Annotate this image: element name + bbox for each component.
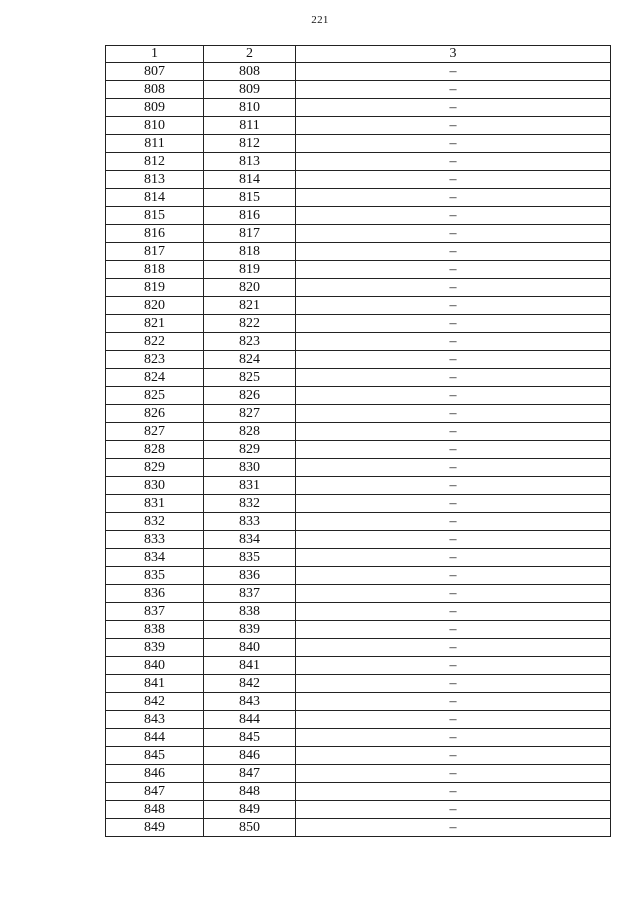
column-header-3: 3 xyxy=(296,46,611,63)
table-row xyxy=(106,621,611,639)
table-cell-col-1: 822 xyxy=(106,333,204,351)
table-cell-col-2: 838 xyxy=(204,603,296,621)
table-cell-col-2: 849 xyxy=(204,801,296,819)
table-cell-col-1: 841 xyxy=(106,675,204,693)
table-cell-col-2: 834 xyxy=(204,531,296,549)
header-row xyxy=(106,46,611,63)
table-cell-col-3: – xyxy=(296,189,611,207)
table-cell-col-3: – xyxy=(296,765,611,783)
table-row xyxy=(106,783,611,801)
table-cell-col-2: 814 xyxy=(204,171,296,189)
column-header-1: 1 xyxy=(106,46,204,63)
table-cell-col-3: – xyxy=(296,585,611,603)
table-cell-col-1: 817 xyxy=(106,243,204,261)
table-cell-col-3: – xyxy=(296,369,611,387)
table-cell-col-3: – xyxy=(296,513,611,531)
table-cell-col-3: – xyxy=(296,351,611,369)
table-cell-col-2: 827 xyxy=(204,405,296,423)
table-header xyxy=(106,46,611,63)
table-row xyxy=(106,315,611,333)
table-cell-col-3: – xyxy=(296,117,611,135)
table-cell-col-2: 842 xyxy=(204,675,296,693)
table-cell-col-1: 842 xyxy=(106,693,204,711)
table-cell-col-3: – xyxy=(296,639,611,657)
table-cell-col-1: 825 xyxy=(106,387,204,405)
table-row xyxy=(106,639,611,657)
table-row xyxy=(106,369,611,387)
table-cell-col-2: 845 xyxy=(204,729,296,747)
table-row xyxy=(106,441,611,459)
table-cell-col-1: 808 xyxy=(106,81,204,99)
table-cell-col-3: – xyxy=(296,225,611,243)
table-cell-col-3: – xyxy=(296,153,611,171)
table-cell-col-2: 832 xyxy=(204,495,296,513)
table-cell-col-2: 820 xyxy=(204,279,296,297)
table-cell-col-2: 812 xyxy=(204,135,296,153)
table-body xyxy=(106,63,611,837)
table-row xyxy=(106,279,611,297)
table-cell-col-3: – xyxy=(296,657,611,675)
table-cell-col-3: – xyxy=(296,459,611,477)
table-cell-col-1: 812 xyxy=(106,153,204,171)
table-cell-col-2: 815 xyxy=(204,189,296,207)
table-cell-col-1: 827 xyxy=(106,423,204,441)
table-cell-col-2: 818 xyxy=(204,243,296,261)
table-row xyxy=(106,351,611,369)
table-cell-col-2: 840 xyxy=(204,639,296,657)
table-cell-col-3: – xyxy=(296,531,611,549)
table-cell-col-3: – xyxy=(296,711,611,729)
table-cell-col-3: – xyxy=(296,423,611,441)
table-cell-col-2: 821 xyxy=(204,297,296,315)
table-cell-col-2: 831 xyxy=(204,477,296,495)
table-cell-col-1: 835 xyxy=(106,567,204,585)
table-row xyxy=(106,153,611,171)
table-cell-col-1: 823 xyxy=(106,351,204,369)
data-table xyxy=(105,45,611,837)
table-cell-col-3: – xyxy=(296,261,611,279)
table-cell-col-1: 831 xyxy=(106,495,204,513)
table-cell-col-2: 809 xyxy=(204,81,296,99)
table-cell-col-3: – xyxy=(296,171,611,189)
table-row xyxy=(106,423,611,441)
table-cell-col-1: 819 xyxy=(106,279,204,297)
table-cell-col-3: – xyxy=(296,693,611,711)
table-row xyxy=(106,405,611,423)
table-cell-col-3: – xyxy=(296,315,611,333)
table-cell-col-1: 849 xyxy=(106,819,204,837)
table-cell-col-2: 833 xyxy=(204,513,296,531)
table-cell-col-1: 814 xyxy=(106,189,204,207)
table-cell-col-2: 813 xyxy=(204,153,296,171)
table-cell-col-3: – xyxy=(296,621,611,639)
table-row xyxy=(106,801,611,819)
table-cell-col-3: – xyxy=(296,801,611,819)
table-row xyxy=(106,171,611,189)
table-row xyxy=(106,99,611,117)
table-cell-col-2: 850 xyxy=(204,819,296,837)
table-cell-col-3: – xyxy=(296,207,611,225)
table-cell-col-1: 834 xyxy=(106,549,204,567)
table-cell-col-3: – xyxy=(296,135,611,153)
table-cell-col-1: 807 xyxy=(106,63,204,81)
table-row xyxy=(106,477,611,495)
table-cell-col-1: 844 xyxy=(106,729,204,747)
table-cell-col-3: – xyxy=(296,297,611,315)
table-cell-col-1: 810 xyxy=(106,117,204,135)
table-cell-col-3: – xyxy=(296,783,611,801)
table-cell-col-2: 828 xyxy=(204,423,296,441)
table-cell-col-1: 837 xyxy=(106,603,204,621)
table-cell-col-1: 839 xyxy=(106,639,204,657)
table-cell-col-1: 809 xyxy=(106,99,204,117)
table-cell-col-2: 817 xyxy=(204,225,296,243)
table-cell-col-2: 826 xyxy=(204,387,296,405)
table-cell-col-3: – xyxy=(296,99,611,117)
table-cell-col-3: – xyxy=(296,549,611,567)
table-cell-col-1: 828 xyxy=(106,441,204,459)
table-cell-col-3: – xyxy=(296,63,611,81)
table-cell-col-2: 808 xyxy=(204,63,296,81)
table-cell-col-1: 830 xyxy=(106,477,204,495)
table-row xyxy=(106,459,611,477)
table-cell-col-3: – xyxy=(296,729,611,747)
table-cell-col-2: 823 xyxy=(204,333,296,351)
table-row xyxy=(106,711,611,729)
table-cell-col-3: – xyxy=(296,477,611,495)
table-cell-col-3: – xyxy=(296,441,611,459)
table-cell-col-2: 819 xyxy=(204,261,296,279)
table-cell-col-2: 847 xyxy=(204,765,296,783)
table-cell-col-3: – xyxy=(296,333,611,351)
table-cell-col-1: 832 xyxy=(106,513,204,531)
table-cell-col-1: 813 xyxy=(106,171,204,189)
table-row xyxy=(106,513,611,531)
table-row xyxy=(106,693,611,711)
table-cell-col-3: – xyxy=(296,567,611,585)
table-cell-col-2: 824 xyxy=(204,351,296,369)
table-cell-col-2: 846 xyxy=(204,747,296,765)
table-cell-col-3: – xyxy=(296,747,611,765)
table-cell-col-2: 841 xyxy=(204,657,296,675)
table-cell-col-1: 811 xyxy=(106,135,204,153)
table-cell-col-1: 848 xyxy=(106,801,204,819)
table-row xyxy=(106,567,611,585)
table-cell-col-2: 829 xyxy=(204,441,296,459)
table-cell-col-1: 820 xyxy=(106,297,204,315)
table-cell-col-1: 829 xyxy=(106,459,204,477)
table-cell-col-2: 836 xyxy=(204,567,296,585)
table-row xyxy=(106,495,611,513)
table-row xyxy=(106,675,611,693)
column-header-2: 2 xyxy=(204,46,296,63)
table-cell-col-2: 844 xyxy=(204,711,296,729)
table-cell-col-3: – xyxy=(296,387,611,405)
table-row xyxy=(106,657,611,675)
table-cell-col-3: – xyxy=(296,675,611,693)
table-cell-col-1: 821 xyxy=(106,315,204,333)
table-row xyxy=(106,765,611,783)
table-cell-col-1: 816 xyxy=(106,225,204,243)
table-cell-col-2: 848 xyxy=(204,783,296,801)
table-cell-col-1: 838 xyxy=(106,621,204,639)
table-cell-col-3: – xyxy=(296,603,611,621)
table-cell-col-2: 810 xyxy=(204,99,296,117)
table-row xyxy=(106,549,611,567)
table-cell-col-1: 845 xyxy=(106,747,204,765)
table-row xyxy=(106,81,611,99)
table-cell-col-1: 846 xyxy=(106,765,204,783)
table-row xyxy=(106,387,611,405)
table-row xyxy=(106,63,611,81)
table-cell-col-1: 833 xyxy=(106,531,204,549)
table-cell-col-3: – xyxy=(296,405,611,423)
table-cell-col-2: 816 xyxy=(204,207,296,225)
table-cell-col-3: – xyxy=(296,819,611,837)
table-row xyxy=(106,729,611,747)
table-row xyxy=(106,189,611,207)
table-row xyxy=(106,225,611,243)
table-row xyxy=(106,333,611,351)
table-cell-col-1: 826 xyxy=(106,405,204,423)
table-cell-col-2: 830 xyxy=(204,459,296,477)
table-cell-col-1: 824 xyxy=(106,369,204,387)
table-cell-col-1: 843 xyxy=(106,711,204,729)
table-cell-col-2: 835 xyxy=(204,549,296,567)
table-row xyxy=(106,531,611,549)
table-cell-col-2: 839 xyxy=(204,621,296,639)
table-cell-col-3: – xyxy=(296,495,611,513)
table-row xyxy=(106,207,611,225)
table-cell-col-2: 811 xyxy=(204,117,296,135)
table-cell-col-1: 818 xyxy=(106,261,204,279)
table-row xyxy=(106,747,611,765)
table-row xyxy=(106,261,611,279)
table-cell-col-2: 843 xyxy=(204,693,296,711)
table-cell-col-1: 836 xyxy=(106,585,204,603)
table-cell-col-2: 837 xyxy=(204,585,296,603)
table-row xyxy=(106,135,611,153)
table-row xyxy=(106,117,611,135)
page-number: 221 xyxy=(311,14,329,26)
table-cell-col-1: 815 xyxy=(106,207,204,225)
table-row xyxy=(106,585,611,603)
table-row xyxy=(106,243,611,261)
table-row xyxy=(106,819,611,837)
table-cell-col-2: 825 xyxy=(204,369,296,387)
table-row xyxy=(106,603,611,621)
table-cell-col-3: – xyxy=(296,81,611,99)
table-row xyxy=(106,297,611,315)
table-cell-col-3: – xyxy=(296,279,611,297)
table-cell-col-3: – xyxy=(296,243,611,261)
table-cell-col-1: 840 xyxy=(106,657,204,675)
table-cell-col-2: 822 xyxy=(204,315,296,333)
table-cell-col-1: 847 xyxy=(106,783,204,801)
